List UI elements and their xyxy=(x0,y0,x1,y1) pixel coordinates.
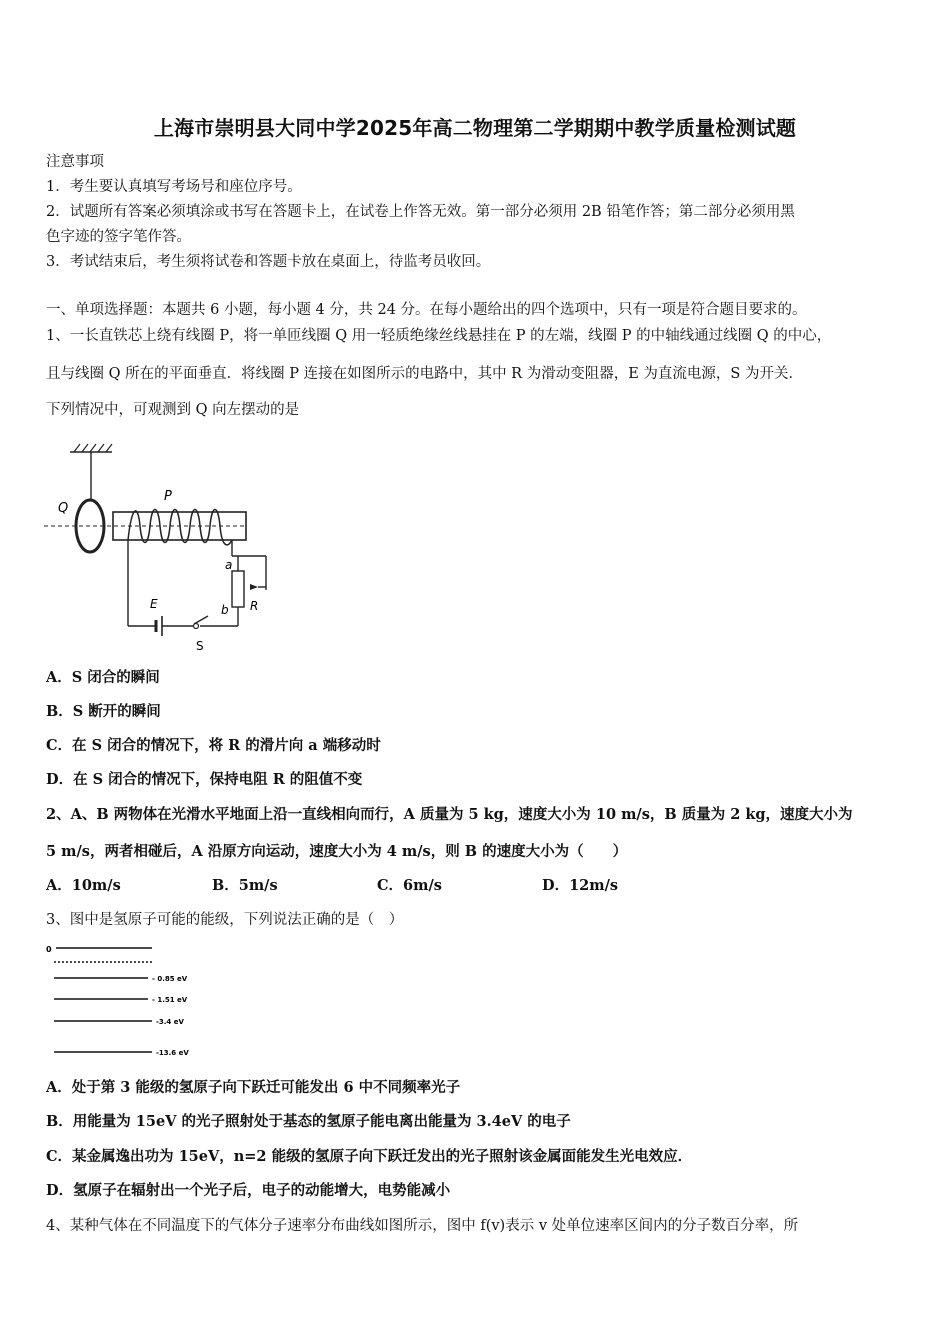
q1-option-a[interactable]: A．S 闭合的瞬间 xyxy=(46,669,160,686)
label-s: S xyxy=(196,639,204,653)
q3-stem: 3、图中是氢原子可能的能级，下列说法正确的是（ ） xyxy=(46,912,404,928)
notice-item-1: 1．考生要认真填写考场号和座位序号。 xyxy=(46,179,302,195)
q3-option-d[interactable]: D．氢原子在辐射出一个光子后，电子的动能增大，电势能减小 xyxy=(46,1182,451,1199)
q2-option-a[interactable]: A．10m/s xyxy=(46,877,121,894)
q3-energy-level-figure xyxy=(40,938,210,1064)
q1-option-d[interactable]: D．在 S 闭合的情况下，保持电阻 R 的阻值不变 xyxy=(46,771,363,788)
level-0-label: 0 xyxy=(46,945,52,954)
notice-item-2: 2．试题所有答案必须填涂或书写在答题卡上，在试卷上作答无效。第一部分必须用 2B 铅笔作答；第二部分必须用黑 xyxy=(46,204,795,220)
q1-line-2: 且与线圈 Q 所在的平面垂直．将线圈 P 连接在如图所示的电路中，其中 R 为滑动变阻器，E 为直流电源，S 为开关． xyxy=(46,366,803,382)
label-r: R xyxy=(250,599,259,613)
q1-circuit-figure xyxy=(40,436,280,658)
label-b: b xyxy=(221,603,229,617)
q1-option-b[interactable]: B．S 断开的瞬间 xyxy=(46,703,161,720)
q2-option-d[interactable]: D．12m/s xyxy=(542,877,619,894)
label-q: Q xyxy=(58,501,69,516)
page-title: 上海市崇明县大同中学2025年高二物理第二学期期中教学质量检测试题 xyxy=(153,116,797,140)
q1-line-1: 1、一长直铁芯上绕有线圈 P，将一单匝线圈 Q 用一轻质绝缘丝线悬挂在 P 的左端，线圈 P 的中轴线通过线圈 Q 的中心， xyxy=(46,328,832,344)
notice-heading: 注意事项 xyxy=(46,154,104,170)
label-a: a xyxy=(225,558,233,572)
level-2-label: -3.4 eV xyxy=(156,1018,184,1026)
level-4-label: - 0.85 eV xyxy=(152,975,188,983)
label-p: P xyxy=(164,489,172,504)
q2-option-b[interactable]: B．5m/s xyxy=(212,877,278,894)
q2-line-1: 2、A、B 两物体在光滑水平地面上沿一直线相向而行，A 质量为 5 kg，速度大小为 10 m/s，B 质量为 2 kg，速度大小为 xyxy=(46,806,853,823)
q2-line-2: 5 m/s，两者相碰后，A 沿原方向运动，速度大小为 4 m/s，则 B 的速度大小为（ ） xyxy=(46,843,628,860)
q1-option-c[interactable]: C．在 S 闭合的情况下，将 R 的滑片向 a 端移动时 xyxy=(46,737,381,754)
q3-option-b[interactable]: B．用能量为 15eV 的光子照射处于基态的氢原子能电离出能量为 3.4eV 的电子 xyxy=(46,1113,571,1130)
notice-item-2-cont: 色字迹的签字笔作答。 xyxy=(46,229,191,245)
q3-option-a[interactable]: A．处于第 3 能级的氢原子向下跃迁可能发出 6 中不同频率光子 xyxy=(46,1079,461,1096)
notice-item-3: 3．考试结束后，考生须将试卷和答题卡放在桌面上，待监考员收回。 xyxy=(46,254,491,270)
level-3-label: - 1.51 eV xyxy=(152,996,188,1004)
level-1-label: -13.6 eV xyxy=(156,1049,189,1057)
section-heading: 一、单项选择题：本题共 6 小题，每小题 4 分，共 24 分。在每小题给出的四个选项中，只有一项是符合题目要求的。 xyxy=(46,302,807,318)
label-e: E xyxy=(150,597,158,611)
q3-option-c[interactable]: C．某金属逸出功为 15eV，n=2 能级的氢原子向下跃迁发出的光子照射该金属面能发生光电效应． xyxy=(46,1148,693,1165)
q4-stem: 4、某种气体在不同温度下的气体分子速率分布曲线如图所示，图中 f(v)表示 v 处单位速率区间内的分子数百分率，所 xyxy=(46,1218,799,1234)
q2-option-c[interactable]: C．6m/s xyxy=(377,877,442,894)
q1-line-3: 下列情况中，可观测到 Q 向左摆动的是 xyxy=(46,402,300,418)
